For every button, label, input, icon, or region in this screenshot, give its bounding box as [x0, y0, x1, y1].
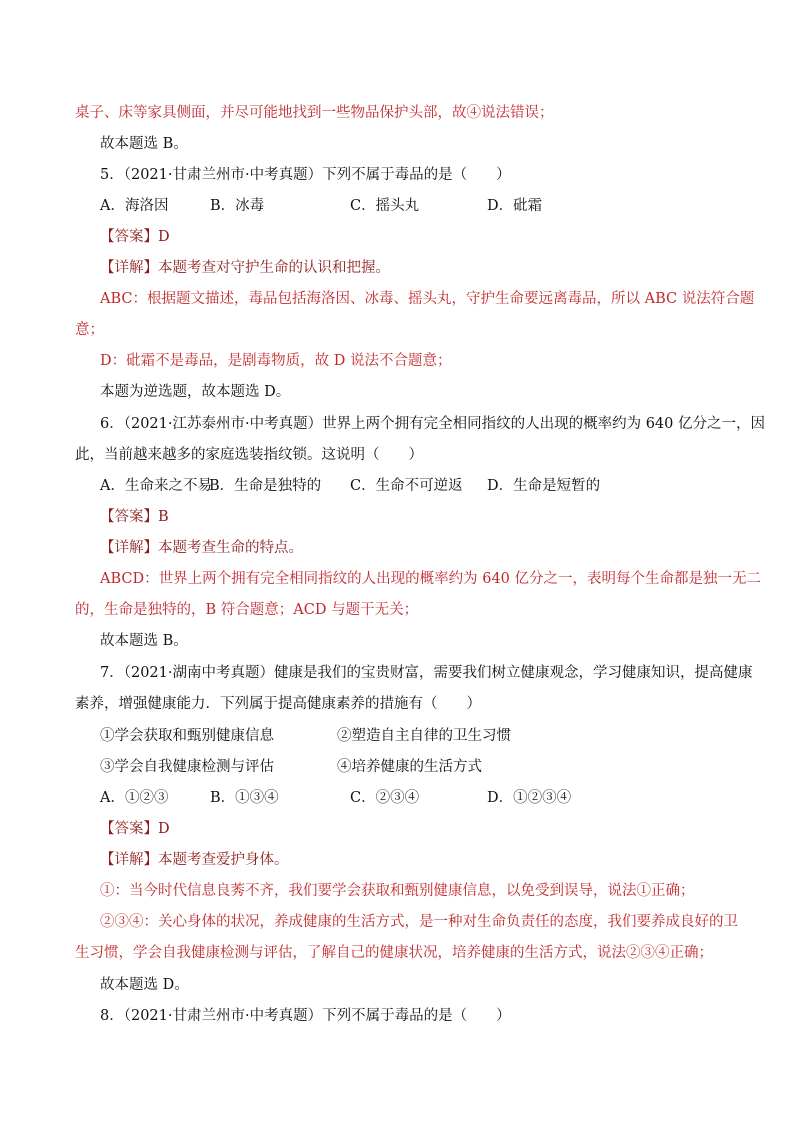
- text-line: 桌子、床等家具侧面，并尽可能地找到一些物品保护头部，故④说法错误；: [75, 105, 554, 121]
- q6-explanation: ABCD：世界上两个拥有完全相同指纹的人出现的概率约为 640 亿分之一，表明每个生命都是独一无二: [100, 571, 762, 587]
- q5-conclusion: 本题为逆选题，故本题选 D。: [100, 384, 291, 400]
- question-6-stem: 此，当前越来越多的家庭选装指纹锁。这说明（ ）: [75, 447, 423, 463]
- question-8-stem: 8．（2021·甘肃兰州市·中考真题）下列不属于毒品的是（ ）: [100, 1008, 511, 1024]
- q5-option-b: B．冰毒: [210, 198, 265, 214]
- q5-option-c: C．摇头丸: [350, 198, 420, 214]
- q5-explanation: 意；: [75, 322, 104, 338]
- q7-explanation: ①：当今时代信息良莠不齐，我们要学会获取和甄别健康信息，以免受到误导，说法①正确；: [100, 883, 695, 899]
- q7-statement-3: ③学会自我健康检测与评估: [100, 759, 274, 775]
- q7-statement-1: ①学会获取和甄别健康信息: [100, 728, 274, 744]
- q6-explanation: 的，生命是独特的，B 符合题意；ACD 与题干无关；: [75, 602, 419, 618]
- q7-option-d: D．①②③④: [487, 790, 572, 806]
- q6-option-d: D．生命是短暂的: [487, 478, 601, 494]
- q5-detail: 【详解】本题考查对守护生命的认识和把握。: [100, 260, 390, 276]
- q5-option-d: D．砒霜: [487, 198, 543, 214]
- q6-conclusion: 故本题选 B。: [100, 633, 188, 649]
- q5-option-a: A．海洛因: [100, 198, 169, 214]
- q7-conclusion: 故本题选 D。: [100, 977, 189, 993]
- q5-answer: 【答案】D: [100, 229, 170, 245]
- question-6-stem: 6．（2021·江苏泰州市·中考真题）世界上两个拥有完全相同指纹的人出现的概率约为 640 亿分之一，因: [100, 416, 765, 432]
- q6-option-c: C．生命不可逆返: [350, 478, 463, 494]
- q6-detail: 【详解】本题考查生命的特点。: [100, 540, 303, 556]
- q7-explanation: ②③④：关心身体的状况，养成健康的生活方式，是一种对生命负责任的态度，我们要养成良好的卫: [100, 914, 738, 930]
- question-7-stem: 7．（2021·湖南中考真题）健康是我们的宝贵财富，需要我们树立健康观念，学习健康知识，提高健康: [100, 665, 753, 681]
- question-5-stem: 5．（2021·甘肃兰州市·中考真题）下列不属于毒品的是（ ）: [100, 167, 511, 183]
- q7-option-a: A．①②③: [100, 790, 169, 806]
- q7-statement-2: ②塑造自主自律的卫生习惯: [337, 728, 511, 744]
- q7-answer: 【答案】D: [100, 821, 170, 837]
- q7-statement-4: ④培养健康的生活方式: [337, 759, 482, 775]
- q5-explanation: ABC：根据题文描述，毒品包括海洛因、冰毒、摇头丸，守护生命要远离毒品，所以 ABC 说法符合题: [100, 291, 755, 307]
- q7-detail: 【详解】本题考查爱护身体。: [100, 852, 289, 868]
- text-line: 故本题选 B。: [100, 136, 188, 152]
- question-7-stem: 素养，增强健康能力．下列属于提高健康素养的措施有（ ）: [75, 696, 481, 712]
- q6-answer: 【答案】B: [100, 509, 169, 525]
- q6-option-b: B．生命是独特的: [209, 478, 322, 494]
- q7-option-b: B．①③④: [210, 790, 279, 806]
- q6-option-a: A．生命来之不易: [100, 478, 212, 494]
- q5-explanation: D：砒霜不是毒品，是剧毒物质，故 D 说法不合题意；: [100, 353, 452, 369]
- q7-option-c: C．②③④: [350, 790, 420, 806]
- q7-explanation: 生习惯，学会自我健康检测与评估，了解自己的健康状况，培养健康的生活方式，说法②③④正确；: [75, 945, 713, 961]
